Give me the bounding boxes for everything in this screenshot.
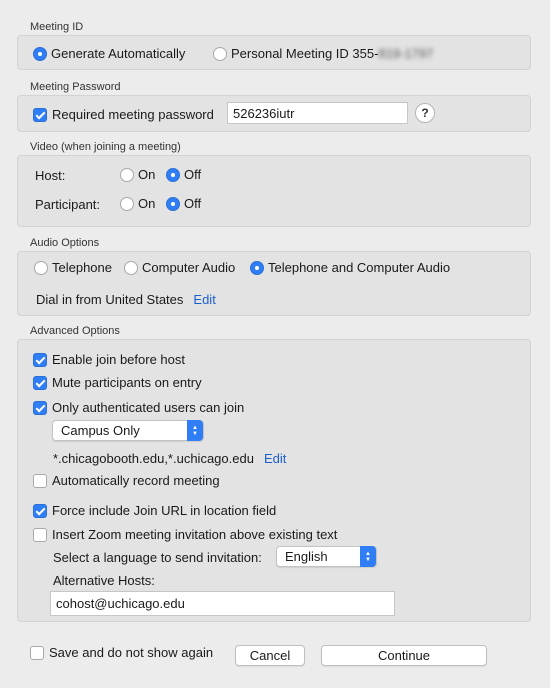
checkbox-icon <box>33 353 47 367</box>
required-password-label: Required meeting password <box>52 107 214 122</box>
required-password-checkbox[interactable] <box>33 107 214 122</box>
participant-on-label: On <box>138 196 156 211</box>
continue-button[interactable]: Continue <box>321 645 487 666</box>
alt-hosts-label: Alternative Hosts: <box>53 573 155 588</box>
dial-in-edit-link[interactable]: Edit <box>193 292 216 307</box>
domains-edit-link[interactable]: Edit <box>263 451 287 466</box>
mute-on-entry-checkbox[interactable] <box>33 375 202 390</box>
advanced-title: Advanced Options <box>30 325 120 337</box>
alt-hosts-input[interactable]: cohost@uchicago.edu <box>50 591 395 616</box>
save-no-show-label: Save and do not show again <box>49 645 214 660</box>
radio-icon <box>33 47 47 61</box>
audio-computer-radio[interactable] <box>124 260 235 275</box>
domains-row <box>53 451 286 466</box>
radio-icon <box>213 47 227 61</box>
join-before-host-label: Enable join before host <box>52 352 185 367</box>
radio-icon <box>166 168 180 182</box>
checkbox-icon <box>33 504 47 518</box>
audio-telephone-label: Telephone <box>52 260 112 275</box>
personal-id-radio[interactable] <box>213 46 433 61</box>
save-no-show-checkbox[interactable] <box>30 645 213 660</box>
language-select[interactable] <box>276 546 377 567</box>
checkbox-icon <box>30 646 44 660</box>
advanced-box <box>17 339 531 622</box>
insert-invite-checkbox[interactable] <box>33 527 337 542</box>
host-off-label: Off <box>184 167 202 182</box>
checkbox-icon <box>33 401 47 415</box>
host-on-radio[interactable] <box>120 167 155 182</box>
auth-select[interactable] <box>52 420 204 441</box>
meeting-id-box <box>17 35 531 70</box>
select-arrows-icon: ▲ ▼ <box>360 546 376 567</box>
dial-in-row <box>36 292 216 307</box>
meeting-id-title: Meeting ID <box>30 21 84 33</box>
audio-computer-label: Computer Audio <box>142 260 236 275</box>
checkbox-icon <box>33 474 47 488</box>
auth-only-checkbox[interactable] <box>33 400 244 415</box>
cancel-button[interactable]: Cancel <box>235 645 305 666</box>
generate-auto-radio[interactable] <box>33 46 185 61</box>
password-title: Meeting Password <box>30 81 121 93</box>
host-off-radio[interactable] <box>166 167 201 182</box>
host-on-label: On <box>138 167 156 182</box>
language-value: English <box>285 549 328 564</box>
radio-icon <box>120 168 134 182</box>
auth-only-label: Only authenticated users can join <box>52 400 245 415</box>
dial-in-label: Dial in from United States <box>36 292 184 307</box>
password-input[interactable]: 526236iutr <box>227 102 408 124</box>
auth-select-value: Campus Only <box>61 423 140 438</box>
force-url-label: Force include Join URL in location field <box>52 503 277 518</box>
radio-icon <box>124 261 138 275</box>
auto-record-label: Automatically record meeting <box>52 473 220 488</box>
auto-record-checkbox[interactable] <box>33 473 220 488</box>
insert-invite-label: Insert Zoom meeting invitation above existing text <box>52 527 338 542</box>
mute-on-entry-label: Mute participants on entry <box>52 375 202 390</box>
audio-both-label: Telephone and Computer Audio <box>268 260 451 275</box>
radio-icon <box>34 261 48 275</box>
audio-telephone-radio[interactable] <box>34 260 112 275</box>
checkbox-icon <box>33 108 47 122</box>
personal-id-hidden: 819-1797 <box>378 46 434 61</box>
select-arrows-icon: ▲ ▼ <box>187 420 203 441</box>
language-label: Select a language to send invitation: <box>53 550 262 565</box>
radio-icon <box>166 197 180 211</box>
audio-title: Audio Options <box>30 237 100 249</box>
participant-off-label: Off <box>184 196 202 211</box>
join-before-host-checkbox[interactable] <box>33 352 185 367</box>
participant-label: Participant: <box>35 197 101 212</box>
checkbox-icon <box>33 528 47 542</box>
personal-id-label: Personal Meeting ID 355- <box>231 46 379 61</box>
help-icon[interactable]: ? <box>415 103 435 123</box>
generate-auto-label: Generate Automatically <box>51 46 186 61</box>
video-title: Video (when joining a meeting) <box>30 141 181 153</box>
force-url-checkbox[interactable] <box>33 503 276 518</box>
host-label: Host: <box>35 168 66 183</box>
radio-icon <box>250 261 264 275</box>
video-box <box>17 155 531 227</box>
participant-off-radio[interactable] <box>166 196 201 211</box>
audio-box <box>17 251 531 316</box>
audio-both-radio[interactable] <box>250 260 450 275</box>
domains-label: *.chicagobooth.edu,*.uchicago.edu <box>53 451 254 466</box>
password-box <box>17 95 531 132</box>
participant-on-radio[interactable] <box>120 196 155 211</box>
checkbox-icon <box>33 376 47 390</box>
radio-icon <box>120 197 134 211</box>
